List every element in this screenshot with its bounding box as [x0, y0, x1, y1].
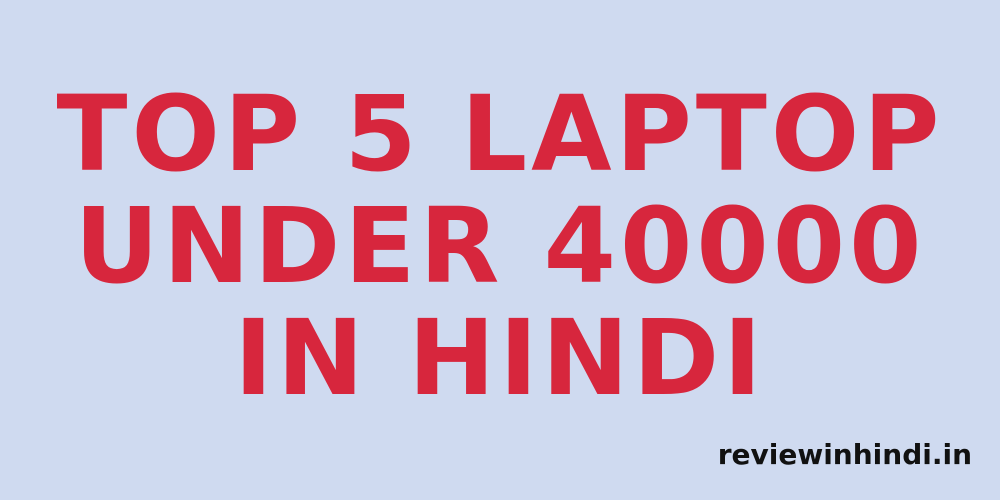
site-watermark: reviewinhindi.in — [717, 438, 972, 471]
headline-line-2: UNDER 40000 — [74, 185, 926, 307]
headline — [0, 73, 1000, 419]
headline-line-1: TOP 5 LAPTOP — [56, 73, 944, 195]
headline-line-3: IN HINDI — [234, 297, 766, 419]
